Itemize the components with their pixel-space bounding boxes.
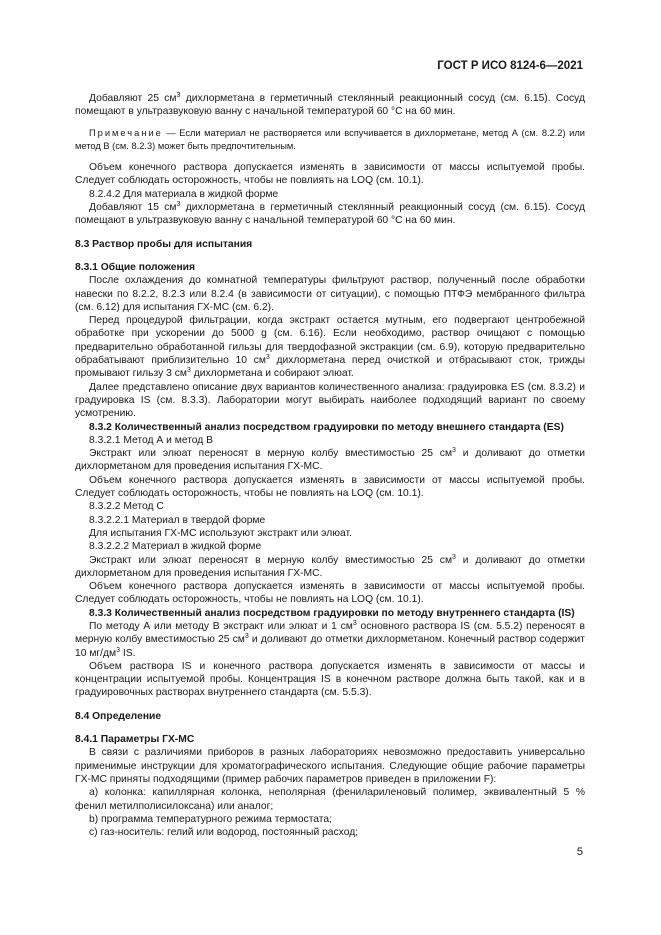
paragraph: Для испытания ГХ-МС используют экстракт или элюат. [89, 527, 352, 539]
document-standard-header: ГОСТ Р ИСО 8124-6—2021 [437, 60, 583, 72]
paragraph: Объем конечного раствора допускается изменять в зависимости от массы испытуемой пробы. Следует соблюдать осторожность, чтобы не повлиять на LOQ (см. 10.1). [75, 474, 585, 500]
section-heading-8-3-1: 8.3.1 Общие положения [75, 261, 195, 273]
paragraph: Далее представлено описание двух вариантов количественного анализа: градуировка ES (см. 8.3.2) и градуировка IS (см. 8.3.3). Лаборатории могут выбирать наиболее подходящий вариант по своему усмотрению. [75, 381, 585, 420]
paragraph: После охлаждения до комнатной температуры фильтруют раствор, полученный после обработки навески по 8.2.2, 8.2.3 или 8.2.4 (в зависимости от ситуации), с помощью ПТФЭ мембранного фильтра (см. 6.12) для испытания ГХ-МС (см. 6.2). [75, 275, 585, 313]
page-number: 5 [576, 846, 583, 858]
section-heading-8-4-1: 8.4.1 Параметры ГХ-МС [75, 734, 195, 746]
section-heading-8-3-3: 8.3.3 Количественный анализ посредством градуировки по методу внутреннего стандарта (IS) [89, 607, 575, 619]
paragraph: Добавляют 15 $см^3$ дихлорметана в герметичный стеклянный реакционный сосуд (см. 6.15). Сосуд помещают в ультразвуковую ванну с начальной температурой 60 °С на 60 мин. [75, 201, 585, 227]
list-item: c) газ-носитель: гелий или водород, постоянный расход; [89, 827, 359, 839]
subsection-title: 8.3.2.2.1 Материал в твердой форме [89, 514, 266, 526]
paragraph: Экстракт или элюат переносят в мерную колбу вместимостью 25 $см^3$ и доливают до отметки дихлорметаном для проведения испытания ГХ-МС. [75, 553, 585, 579]
subsection-title: 8.3.2.2 Метод С [89, 501, 164, 513]
note: Примечание — Если материал не растворяется или вспучивается в дихлорметане, метод А (см. 8.2.2) или метод В (см. 8.2.3) может быть предпочтительным. [75, 127, 585, 151]
paragraph: Объем конечного раствора допускается изменять в зависимости от массы испытуемой пробы. Следует соблюдать осторожность, чтобы не повлиять на LOQ (см. 10.1). [75, 162, 585, 187]
paragraph: Объем раствора IS и конечного раствора допускается изменять в зависимости от массы и концентрации испытуемой пробы. Концентрация IS в конечном растворе должна быть такой, как и в градуировочных растворах внутреннего стандарта (см. 5.5.3). [75, 660, 585, 699]
paragraph: Перед процедурой фильтрации, когда экстракт остается мутным, его подвергают центробежной обработке при ускорении до 5000 g (см. 6.16). Если необходимо, раствор очищают с помощью предварительно обработанной гильзы для твердофазной экстракции (см. 6.9), которую предварительно обрабатывают приблизительно 10 $см^3$ дихлорметана перед очисткой и отбрасывают сток, трижды промывают гильзу 3 $см^3$ дихлорметана и собирают элюат. [75, 315, 586, 380]
list-item: a) колонка: капиллярная колонка, неполярная (фенилариленовый полимер, эквивалентный 5 % фенил метилполисилоксана) или аналог; [75, 787, 585, 812]
paragraph: Экстракт или элюат переносят в мерную колбу вместимостью 25 $см^3$ и доливают до отметки дихлорметаном для проведения испытания ГХ-МС. [75, 447, 585, 473]
subsection-title: 8.3.2.1 Метод А и метод В [89, 434, 214, 446]
section-heading-8-4: 8.4 Определение [75, 710, 162, 722]
paragraph: Добавляют 25 $см^3$ дихлорметана в герметичный стеклянный реакционный сосуд (см. 6.15). Сосуд помещают в ультразвуковую ванну с начальной температурой 60 °С на 60 мин. [75, 92, 585, 118]
list-item: b) программа температурного режима термостата; [89, 813, 332, 825]
paragraph: В связи с различиями приборов в разных лабораториях невозможно предоставить универсально применимые инструкции для хроматографического испытания. Следующие общие рабочие параметры ГХ-МС приняты подходящими (пример рабочих параметров приведен в приложении F): [75, 747, 585, 785]
subsection-title: 8.2.4.2 Для материала в жидкой форме [89, 188, 279, 200]
note-label: Примечание [89, 127, 163, 138]
section-heading-8-3: 8.3 Раствор пробы для испытания [75, 238, 253, 250]
paragraph: По методу А или методу В экстракт или элюат и 1 $см^3$ основного раствора IS (см. 5.5.2) переносят в мерную колбу вместимостью 25 $см^3$ и доливают до отметки дихлорметаном. Конечный раствор содержит 10 $мг/дм^3$ IS. [75, 619, 585, 659]
subsection-title: 8.3.2.2.2 Материал в жидкой форме [89, 541, 262, 553]
document-body [75, 92, 585, 839]
section-heading-8-3-2: 8.3.2 Количественный анализ посредством градуировки по методу внешнего стандарта (ES) [89, 421, 564, 433]
paragraph: Объем конечного раствора допускается изменять в зависимости от массы испытуемой пробы. Следует соблюдать осторожность, чтобы не повлиять на LOQ (см. 10.1). [75, 581, 585, 606]
